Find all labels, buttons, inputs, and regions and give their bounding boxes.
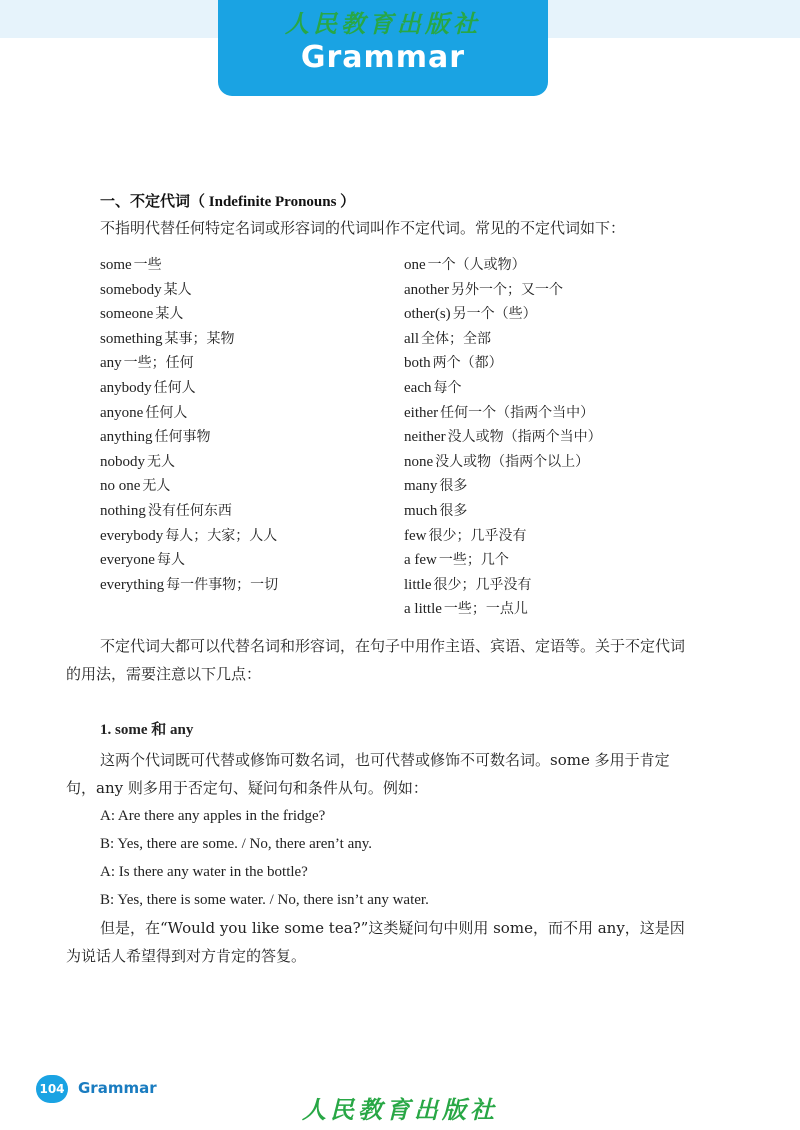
summary-paragraph: 不定代词大都可以代替名词和形容词，在句子中用作主语、宾语、定语等。关于不定代词的用法，需要注意以下几点： [66, 637, 686, 683]
pronoun-list-right [404, 253, 602, 622]
list-item: either 任何一个（指两个当中） [404, 404, 595, 421]
list-item: much 很多 [404, 502, 468, 519]
section-intro: 不指明代替任何特定名词或形容词的代词叫作不定代词。常见的不定代词如下： [100, 219, 626, 237]
subsection-heading: 1. some 和 any [100, 722, 194, 738]
publisher-logo-bottom: 人民教育出版社 [302, 1095, 498, 1124]
example-list [100, 802, 429, 914]
list-item: everybody 每人；大家；人人 [100, 527, 278, 544]
list-item: any 一些；任何 [100, 355, 194, 372]
section-heading-zh: 一、不定代词 [100, 192, 191, 210]
publisher-logo-top: 人民教育出版社 [285, 9, 481, 38]
list-item: everyone 每人 [100, 552, 185, 569]
list-item: a little 一些；一点儿 [404, 601, 528, 618]
example-line: B: Yes, there is some water. / No, there isn’t any water. [100, 892, 429, 908]
list-item: many 很多 [404, 478, 468, 495]
example-line: B: Yes, there are some. / No, there aren’t any. [100, 836, 373, 852]
list-item: one 一个（人或物） [404, 257, 526, 273]
list-item: some 一些 [100, 257, 162, 273]
list-item: nobody 无人 [100, 453, 175, 470]
list-item: something 某事；某物 [100, 330, 235, 347]
list-item: a few 一些；几个 [404, 552, 509, 569]
list-item: other(s) 另一个（些） [404, 306, 537, 323]
list-item: another 另外一个；又一个 [404, 281, 563, 298]
example-line: A: Are there any apples in the fridge? [100, 808, 326, 824]
section-heading [100, 190, 355, 211]
list-item: little 很少；几乎没有 [404, 576, 532, 593]
list-item: each 每个 [404, 379, 462, 396]
list-item: everything 每一件事物；一切 [100, 576, 279, 593]
list-item: no one 无人 [100, 478, 171, 495]
subsection-paragraph: 这两个代词既可代替或修饰可数名词，也可代替或修饰不可数名词。some 多用于肯定句，any 则多用于否定句、疑问句和条件从句。例如： [66, 751, 670, 797]
footer-label: Grammar [78, 1079, 157, 1097]
note-paragraph: 但是，在“Would you like some tea?”这类疑问句中则用 some，而不用 any，这是因为说话人希望得到对方肯定的答复。 [66, 919, 685, 965]
pronoun-list-left [100, 253, 278, 597]
list-item: someone 某人 [100, 306, 184, 323]
list-item: none 没人或物（指两个以上） [404, 453, 590, 470]
example-line: A: Is there any water in the bottle? [100, 864, 308, 880]
page-number-badge: 104 [36, 1075, 68, 1103]
page-title: Grammar [300, 40, 466, 75]
list-item: few 很少；几乎没有 [404, 527, 527, 544]
list-item: anyone 任何人 [100, 404, 188, 421]
list-item: both 两个（都） [404, 355, 503, 372]
list-item: all 全体；全部 [404, 330, 491, 347]
list-item: neither 没人或物（指两个当中） [404, 429, 602, 446]
list-item: nothing 没有任何东西 [100, 502, 232, 519]
list-item: somebody 某人 [100, 281, 192, 298]
list-item: anything 任何事物 [100, 429, 211, 446]
list-item: anybody 任何人 [100, 379, 196, 396]
section-heading-en: （ Indefinite Pronouns ） [190, 194, 356, 210]
